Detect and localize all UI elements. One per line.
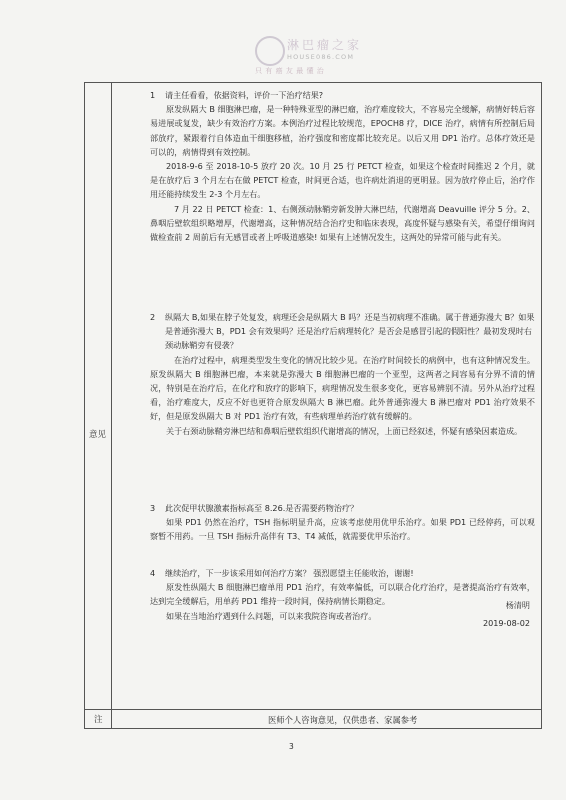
answer-paragraph: 如果在当地治疗遇到什么问题，可以来我院咨询或者治疗。 [166, 610, 377, 621]
qa-section-1 [150, 88, 535, 244]
question-text: 纵隔大 B,如果在脖子处复发，病理还会是纵隔大 B 吗？还是当初病理不准确。属于普通弥漫大 B？如果是普通弥漫大 B，PD1 会有效果吗？还是治疗后病理转化？是否会是感冒引起的假阳性？最初发现时右颈动脉鞘旁有侵袭？ [165, 312, 535, 351]
signature-date: 2019-08-02 [482, 618, 530, 628]
question-text: 请主任看看，依据资料，评价一下治疗结果? [165, 90, 324, 100]
question-text: 此次促甲状腺激素指标高至 8.26.是否需要药物治疗？ [165, 503, 359, 513]
opinion-label: 意见 [89, 430, 107, 440]
answer-paragraph: 在治疗过程中，病理类型发生变化的情况比较少见。在治疗时间较长的病例中，也有这种情况发生。原发纵隔大 B 细胞淋巴瘤，本来就是弥漫大 B 细胞淋巴瘤的一个亚型，这两者之间容易有分界不清的情况，特别是在治疗后，在化疗和放疗的影响下，病理情况发生很多变化，更容易辨别不清。另外从治疗过程看，治疗难度大，反应不好也更符合原发纵隔大 B 淋巴瘤。此外普通弥漫大 B 淋巴瘤对 PD1 治疗效果不好，但是原发纵隔大 B 对 PD1 治疗有效，有些病理单药治疗就有缓解的。 [150, 354, 535, 422]
section-number: 2 [150, 312, 156, 322]
logo-slogan: 只有癌友最懂治 [255, 67, 328, 75]
note-label: 注 [94, 715, 103, 725]
question-text: 继续治疗，下一步该采用如何治疗方案？ 强烈愿望主任能收治，谢谢! [165, 568, 414, 578]
answer-paragraph: 2018-9-6 至 2018-10-5 放疗 20 次。10 月 25 行 PETCT 检查，如果这个检查时间推迟 2 个月，就是在放疗后 3 个月左右在做 PETCT 检查，时间更合适，也许病灶消退的更明显。因为放疗停止后，治疗作用还能持续发生 2-3 个月左右。 [150, 161, 535, 200]
note-text: 医师个人咨询意见，仅供患者、家属参考 [268, 715, 418, 725]
logo-url: HOUSE086.COM [287, 53, 355, 61]
section-number: 3 [150, 503, 156, 513]
site-logo [255, 36, 395, 78]
section-number: 4 [150, 568, 156, 578]
answer-paragraph: 如果 PD1 仍然在治疗，TSH 指标明显升高，应该考虑使用优甲乐治疗。如果 PD1 已经停药，可以观察暂不用药。一旦 TSH 指标升高伴有 T3、T4 减低，就需要优甲乐治疗。 [150, 517, 535, 542]
section-number: 1 [150, 90, 156, 100]
page-number: 3 [289, 742, 294, 751]
qa-section-4 [150, 566, 535, 623]
answer-paragraph: 关于右颈动脉鞘旁淋巴结和鼻咽后壁软组织代谢增高的情况，上面已经叙述，怀疑有感染因素造成。 [166, 425, 523, 436]
qa-section-2 [150, 310, 535, 438]
logo-title: 淋巴瘤之家 [287, 38, 363, 52]
qa-section-3 [150, 501, 535, 544]
signature-name: 杨清明 [505, 600, 530, 610]
row-divider [85, 709, 541, 710]
column-divider [111, 83, 112, 728]
answer-paragraph: 原发性纵隔大 B 细胞淋巴瘤单用 PD1 治疗，有效率偏低，可以联合化疗治疗，是著提高治疗有效率，达到完全缓解后，用单药 PD1 维持一段时间，保持病情长期稳定。 [150, 582, 535, 607]
answer-paragraph: 7 月 22 日 PETCT 检查：1、右侧颈动脉鞘旁新发肿大淋巴结，代谢增高 Deavuille 评分 5 分。2、鼻咽后壁软组织略增厚，代谢增高，这种情况结合治疗史和临床表现，高度怀疑与感染有关，希望仔细询问做检查前 2 周前后有无感冒或者上呼吸道感染! 如果有上述情况发生，这两处的异常可能与此有关。 [150, 203, 535, 243]
logo-emblem-icon [255, 36, 285, 66]
answer-paragraph: 原发纵隔大 B 细胞淋巴瘤，是一种特殊亚型的淋巴瘤，治疗难度较大，不容易完全缓解，病情好转后容易进展或复发，缺少有效治疗方案。本例治疗过程比较规范，EPOCH8 疗，DICE 治疗，病情有所控制后局部放疗，紧跟着行自体造血干细胞移植，治疗强度和密度都比较充足。以后又用 DP1 治疗。总体疗效还是可以的，病情得到有效控制。 [150, 104, 535, 157]
